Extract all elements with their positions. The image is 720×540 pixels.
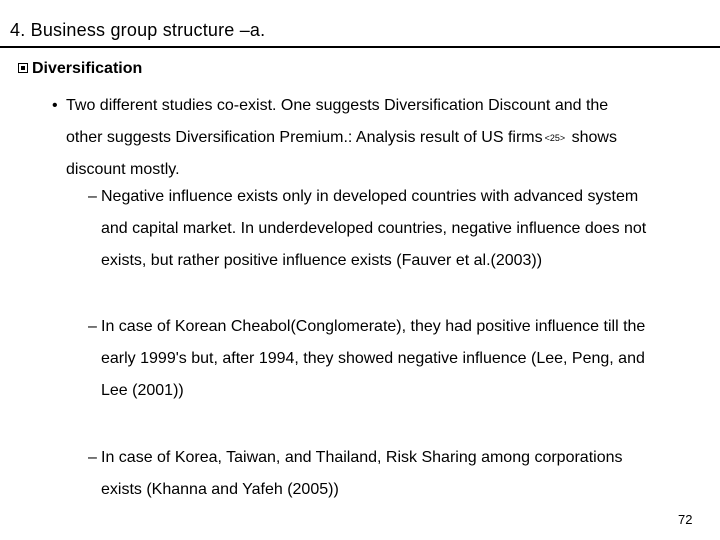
bullet-text-2: other suggests Diversification Premium.: Analysis result of US firms	[66, 129, 543, 146]
bullet-text-3: discount mostly.	[66, 161, 180, 178]
subpoint-1-line-2	[88, 213, 718, 245]
bullet-text-1: Two different studies co-exist. One suggests Diversification Discount and the	[66, 97, 609, 114]
bullet-line-1	[52, 90, 702, 122]
dash-icon: –	[88, 318, 97, 335]
subpoint-1-text-3: exists, but rather positive influence exists (Fauver et al.(2003))	[101, 252, 543, 269]
subpoint-2-line-1	[88, 311, 718, 343]
bullet-text-2-tail: shows	[567, 129, 617, 146]
subpoint-3-text-1: In case of Korea, Taiwan, and Thailand, Risk Sharing among corporations	[101, 449, 623, 466]
subpoint-1-line-1	[88, 181, 718, 213]
dash-icon: –	[88, 188, 97, 205]
subpoint-2-text-2: early 1999's but, after 1994, they showed negative influence (Lee, Peng, and	[101, 350, 645, 367]
subpoint-3-text-2: exists (Khanna and Yafeh (2005))	[101, 481, 339, 498]
dot-bullet-icon: •	[52, 97, 58, 114]
subpoint-2-text-3: Lee (2001))	[101, 382, 184, 399]
subpoint-2-line-3	[88, 375, 718, 407]
subpoint-2-line-2	[88, 343, 718, 375]
subpoint-1-line-3	[88, 245, 718, 277]
slide-title: 4. Business group structure –a.	[10, 20, 266, 40]
subpoint-3-line-2	[88, 474, 718, 506]
bullet-line-2	[52, 122, 702, 154]
section-heading	[18, 60, 142, 78]
subpoint-3	[88, 442, 718, 506]
dash-icon: –	[88, 449, 97, 466]
main-bullet	[52, 90, 702, 186]
subpoint-2	[88, 311, 718, 407]
page-number: 72	[678, 512, 693, 527]
subpoint-1	[88, 181, 718, 277]
subpoint-3-line-1	[88, 442, 718, 474]
reference-marker: <25>	[544, 133, 566, 143]
subpoint-2-text-1: In case of Korean Cheabol(Conglomerate), they had positive influence till the	[101, 318, 646, 335]
title-divider	[0, 46, 720, 48]
square-bullet-icon	[18, 63, 28, 73]
subpoint-1-text-2: and capital market. In underdeveloped countries, negative influence does not	[101, 220, 647, 237]
section-heading-text: Diversification	[32, 60, 143, 77]
subpoint-1-text-1: Negative influence exists only in developed countries with advanced system	[101, 188, 639, 205]
